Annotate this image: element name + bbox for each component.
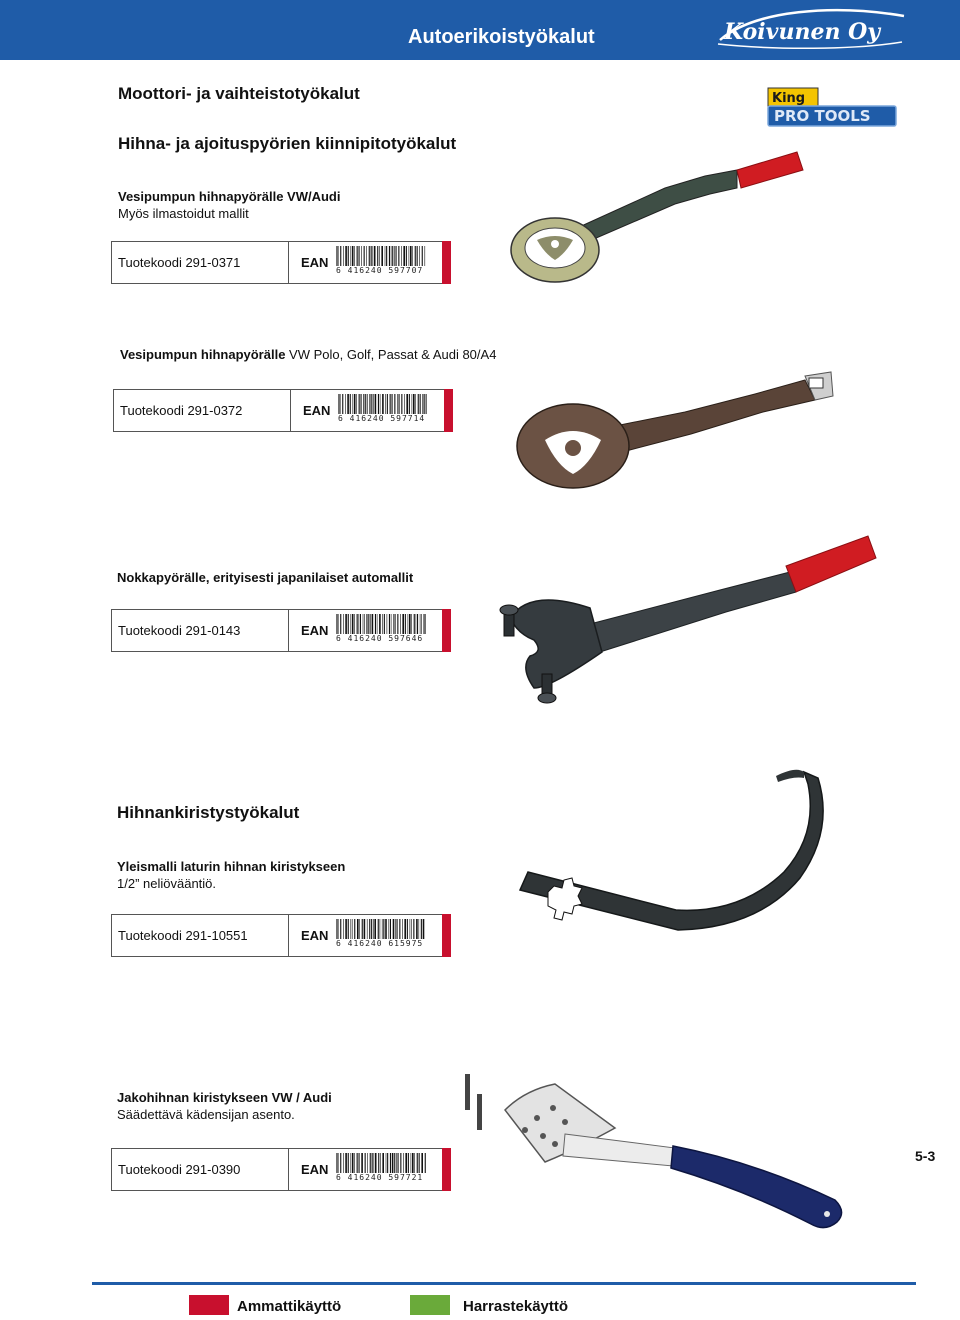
- barcode-bar: [343, 1153, 344, 1173]
- barcode-bar: [352, 919, 353, 939]
- ean-label: EAN: [301, 928, 329, 943]
- ean-label: EAN: [301, 623, 329, 638]
- legend-swatch-hobby: [410, 1295, 450, 1315]
- barcode-bar: [398, 1153, 399, 1173]
- barcode-bar: [393, 614, 394, 634]
- barcode-number: 6 416240 597721: [336, 1173, 424, 1182]
- barcode-bar: [345, 246, 347, 266]
- barcode-bar: [411, 614, 412, 634]
- barcode-bar: [397, 614, 398, 634]
- barcode-bar: [363, 614, 364, 634]
- professional-use-marker: [444, 389, 453, 432]
- barcode-bar: [411, 919, 412, 939]
- barcode-bar: [347, 394, 349, 414]
- barcode-bar: [389, 919, 390, 939]
- barcode-bar: [382, 919, 383, 939]
- product-code: Tuotekoodi 291-0371: [118, 255, 241, 270]
- barcode-bar: [370, 1153, 371, 1173]
- product-2-desc-bold: Vesipumpun hihnapyörälle: [120, 347, 286, 362]
- legend-label-hobby: Harrastekäyttö: [463, 1298, 569, 1315]
- barcode-bar: [425, 614, 426, 634]
- barcode-bar: [391, 246, 392, 266]
- divider: [288, 915, 289, 956]
- king-pro-tools-logo: [767, 86, 897, 128]
- barcode-bar: [414, 614, 415, 634]
- barcode-bar: [351, 919, 352, 939]
- barcode-bar: [338, 394, 339, 414]
- barcode-bar: [357, 919, 359, 939]
- barcode-bar: [380, 919, 381, 939]
- barcode-bar: [345, 394, 346, 414]
- barcode-bar: [407, 919, 408, 939]
- product-code: Tuotekoodi 291-10551: [118, 928, 248, 943]
- barcode-bar: [371, 394, 372, 414]
- barcode-bar: [359, 394, 360, 414]
- product-2-description: [120, 346, 496, 363]
- barcode-bar: [393, 919, 395, 939]
- barcode-bar: [409, 246, 410, 266]
- barcode-bar: [375, 614, 376, 634]
- barcode-bar: [340, 614, 341, 634]
- page-number: 5-3: [915, 1148, 936, 1164]
- barcode-bar: [420, 394, 421, 414]
- footer-divider: [92, 1282, 916, 1285]
- barcode-bar: [396, 1153, 397, 1173]
- barcode-bar: [404, 919, 406, 939]
- barcode-number: 6 416240 597646: [336, 634, 424, 643]
- barcode-bar: [394, 1153, 395, 1173]
- barcode-bar: [385, 394, 386, 414]
- barcode-bar: [337, 614, 338, 634]
- barcode-bar: [385, 919, 387, 939]
- water-pump-wrench-image-1: [505, 140, 810, 290]
- barcode-bar: [364, 919, 366, 939]
- barcode-bar: [389, 246, 390, 266]
- barcode-bar: [340, 246, 341, 266]
- barcode-bar: [403, 1153, 404, 1173]
- barcode-bar: [362, 919, 363, 939]
- barcode-bar: [389, 614, 390, 634]
- barcode-bar: [402, 919, 403, 939]
- product-1-desc-bold: Vesipumpun hihnapyörälle VW/Audi: [118, 189, 341, 204]
- barcode-bar: [404, 394, 405, 414]
- barcode-bar: [422, 394, 423, 414]
- barcode-bar: [386, 246, 387, 266]
- barcode-bar: [350, 394, 351, 414]
- barcode-bar: [353, 394, 354, 414]
- product-1-description: [118, 188, 340, 222]
- barcode-bar: [397, 919, 398, 939]
- barcode-number: 6 416240 615975: [336, 939, 424, 948]
- barcode-bar: [387, 614, 388, 634]
- barcode-bar: [359, 614, 360, 634]
- barcode-bar: [401, 246, 402, 266]
- barcode-bar: [426, 394, 427, 414]
- barcode-bar: [410, 246, 412, 266]
- barcode-bar: [363, 394, 364, 414]
- barcode-bar: [365, 394, 366, 414]
- ean-label: EAN: [303, 403, 331, 418]
- barcode-bar: [343, 246, 344, 266]
- barcode-bar: [354, 394, 356, 414]
- product-1-code-box: [111, 241, 451, 284]
- product-3-desc-bold: Nokkapyörälle, erityisesti japanilaiset automallit: [117, 570, 414, 585]
- barcode-bar: [379, 246, 380, 266]
- barcode-number: 6 416240 597714: [338, 414, 426, 423]
- timing-belt-tensioner-image: [455, 1070, 855, 1240]
- barcode-bar: [374, 1153, 375, 1173]
- product-1-desc-line2: Myös ilmastoidut mallit: [118, 206, 249, 221]
- barcode-bar: [408, 1153, 409, 1173]
- barcode-bar: [400, 1153, 401, 1173]
- barcode-bar: [405, 1153, 407, 1173]
- barcode-bar: [367, 919, 368, 939]
- section-2-title: Hihnankiristystyökalut: [117, 803, 300, 822]
- barcode-number: 6 416240 597707: [336, 266, 424, 275]
- barcode-bar: [405, 614, 406, 634]
- barcode-bar: [348, 614, 349, 634]
- barcode-bar: [380, 1153, 381, 1173]
- company-logo: [714, 6, 909, 52]
- barcode-bar: [412, 394, 413, 414]
- barcode-bar: [361, 394, 362, 414]
- barcode-bar: [416, 919, 418, 939]
- barcode-bar: [392, 1153, 394, 1173]
- barcode-bar: [375, 394, 377, 414]
- divider: [288, 1149, 289, 1190]
- barcode-bar: [345, 614, 347, 634]
- barcode-bar: [399, 919, 400, 939]
- legend-swatch-professional: [189, 1295, 229, 1315]
- barcode-bar: [412, 1153, 414, 1173]
- barcode-bar: [387, 394, 388, 414]
- barcode-bar: [419, 246, 420, 266]
- barcode-bar: [359, 919, 360, 939]
- barcode-bar: [356, 394, 357, 414]
- barcode-bar: [336, 919, 337, 939]
- barcode-bar: [367, 1153, 368, 1173]
- barcode-bar: [415, 394, 416, 414]
- barcode-bar: [419, 919, 420, 939]
- badge-protools-text: PRO TOOLS: [774, 107, 871, 125]
- legend-label-professional: Ammattikäyttö: [237, 1298, 342, 1315]
- barcode-bar: [359, 1153, 360, 1173]
- barcode-bar: [348, 919, 349, 939]
- barcode-bar: [361, 1153, 363, 1173]
- barcode-bar: [364, 246, 365, 266]
- barcode-bar: [378, 1153, 379, 1173]
- product-5-code-box: [111, 1148, 451, 1191]
- barcode-bar: [340, 919, 341, 939]
- barcode-bar: [398, 246, 399, 266]
- barcode-bar: [387, 1153, 388, 1173]
- barcode-bar: [371, 919, 372, 939]
- barcode-bar: [354, 919, 355, 939]
- barcode-bar: [372, 614, 374, 634]
- barcode-bar: [357, 246, 358, 266]
- product-code: Tuotekoodi 291-0143: [118, 623, 241, 638]
- barcode-bar: [425, 1153, 426, 1173]
- barcode-bar: [352, 614, 354, 634]
- barcode-bar: [400, 614, 401, 634]
- barcode: [336, 919, 426, 939]
- divider: [290, 390, 291, 431]
- barcode: [336, 1153, 426, 1173]
- belt-tensioner-tool-image: [508, 768, 848, 973]
- barcode-bar: [394, 246, 395, 266]
- barcode-bar: [421, 614, 422, 634]
- barcode-bar: [360, 614, 361, 634]
- barcode-bar: [336, 246, 337, 266]
- barcode-bar: [406, 394, 408, 414]
- barcode-bar: [381, 246, 383, 266]
- product-3-code-box: [111, 609, 451, 652]
- product-4-description: [117, 858, 345, 892]
- barcode-bar: [383, 919, 384, 939]
- barcode-bar: [375, 1153, 377, 1173]
- barcode-bar: [395, 919, 396, 939]
- barcode-bar: [374, 246, 376, 266]
- barcode-bar: [378, 919, 379, 939]
- barcode-bar: [425, 246, 426, 266]
- barcode-bar: [354, 246, 355, 266]
- barcode-bar: [373, 246, 374, 266]
- barcode-bar: [342, 394, 343, 414]
- barcode-bar: [408, 614, 409, 634]
- svg-text:Koivunen Oy: Koivunen Oy: [724, 19, 881, 45]
- barcode: [336, 614, 426, 634]
- barcode-bar: [413, 394, 415, 414]
- barcode: [338, 394, 428, 414]
- barcode-bar: [369, 919, 370, 939]
- barcode-bar: [409, 394, 410, 414]
- barcode-bar: [337, 1153, 338, 1173]
- barcode-bar: [390, 919, 391, 939]
- barcode-bar: [336, 614, 337, 634]
- product-5-desc-line2: Säädettävä kädensijan asento.: [117, 1107, 295, 1122]
- barcode: [336, 246, 426, 266]
- barcode-bar: [412, 246, 413, 266]
- professional-use-marker: [442, 241, 451, 284]
- badge-king-text: King: [772, 91, 806, 106]
- barcode-bar: [380, 394, 381, 414]
- barcode-bar: [377, 246, 378, 266]
- barcode-bar: [384, 614, 385, 634]
- barcode-bar: [377, 614, 378, 634]
- product-4-code-box: [111, 914, 451, 957]
- barcode-bar: [379, 614, 381, 634]
- barcode-bar: [391, 614, 392, 634]
- barcode-bar: [337, 919, 338, 939]
- barcode-bar: [340, 1153, 341, 1173]
- barcode-bar: [419, 1153, 420, 1173]
- barcode-bar: [366, 614, 367, 634]
- barcode-bar: [406, 246, 407, 266]
- barcode-bar: [399, 394, 400, 414]
- barcode-bar: [374, 919, 376, 939]
- barcode-bar: [417, 614, 418, 634]
- barcode-bar: [423, 919, 425, 939]
- barcode-bar: [390, 1153, 391, 1173]
- barcode-bar: [415, 246, 416, 266]
- barcode-bar: [343, 919, 344, 939]
- barcode-bar: [422, 246, 423, 266]
- ean-label: EAN: [301, 255, 329, 270]
- divider: [288, 242, 289, 283]
- barcode-bar: [372, 1153, 373, 1173]
- barcode-bar: [386, 1153, 387, 1173]
- barcode-bar: [348, 246, 349, 266]
- product-4-desc-bold: Yleismalli laturin hihnan kiristykseen: [117, 859, 346, 874]
- barcode-bar: [417, 246, 418, 266]
- barcode-bar: [424, 394, 425, 414]
- barcode-bar: [357, 614, 358, 634]
- professional-use-marker: [442, 609, 451, 652]
- barcode-bar: [413, 919, 414, 939]
- barcode-bar: [385, 246, 386, 266]
- product-code: Tuotekoodi 291-0390: [118, 1162, 241, 1177]
- barcode-bar: [392, 246, 393, 266]
- barcode-bar: [411, 1153, 412, 1173]
- barcode-bar: [417, 1153, 418, 1173]
- barcode-bar: [337, 246, 338, 266]
- barcode-bar: [420, 614, 421, 634]
- barcode-bar: [394, 394, 395, 414]
- barcode-bar: [361, 246, 362, 266]
- professional-use-marker: [442, 914, 451, 957]
- product-4-desc-line2: 1/2” neliövääntiö.: [117, 876, 217, 891]
- camshaft-wrench-image: [490, 528, 880, 713]
- section-title: Moottori- ja vaihteistotyökalut: [118, 84, 360, 103]
- product-5-desc-bold: Jakohihnan kiristykseen VW / Audi: [117, 1090, 332, 1105]
- barcode-bar: [339, 394, 340, 414]
- barcode-bar: [351, 246, 352, 266]
- barcode-bar: [354, 614, 355, 634]
- barcode-bar: [352, 246, 354, 266]
- barcode-bar: [395, 614, 396, 634]
- barcode-bar: [418, 394, 419, 414]
- barcode-bar: [371, 246, 372, 266]
- barcode-bar: [382, 614, 383, 634]
- barcode-bar: [348, 1153, 349, 1173]
- product-2-code-box: [113, 389, 453, 432]
- barcode-bar: [424, 614, 425, 634]
- barcode-bar: [364, 614, 365, 634]
- barcode-bar: [352, 1153, 354, 1173]
- barcode-bar: [373, 919, 374, 939]
- ean-label: EAN: [301, 1162, 329, 1177]
- barcode-bar: [368, 614, 369, 634]
- barcode-bar: [366, 246, 367, 266]
- barcode-bar: [421, 1153, 423, 1173]
- barcode-bar: [345, 919, 347, 939]
- barcode-bar: [401, 394, 402, 414]
- barcode-bar: [367, 394, 368, 414]
- barcode-bar: [351, 1153, 352, 1173]
- barcode-bar: [351, 614, 352, 634]
- barcode-bar: [345, 1153, 347, 1173]
- barcode-bar: [370, 614, 371, 634]
- product-code: Tuotekoodi 291-0372: [120, 403, 243, 418]
- professional-use-marker: [442, 1148, 451, 1191]
- barcode-bar: [409, 614, 411, 634]
- barcode-bar: [369, 246, 370, 266]
- barcode-bar: [378, 394, 379, 414]
- product-3-description: [117, 569, 413, 586]
- barcode-bar: [414, 1153, 415, 1173]
- header-title: Autoerikoistyökalut: [408, 26, 595, 48]
- water-pump-wrench-image-2: [515, 370, 835, 495]
- barcode-bar: [416, 614, 417, 634]
- product-5-description: [117, 1089, 332, 1123]
- barcode-bar: [403, 246, 405, 266]
- barcode-bar: [390, 394, 391, 414]
- barcode-bar: [421, 919, 422, 939]
- barcode-bar: [359, 246, 360, 266]
- barcode-bar: [336, 1153, 337, 1173]
- barcode-bar: [402, 614, 404, 634]
- product-2-desc-regular: VW Polo, Golf, Passat & Audi 80/A4: [285, 347, 497, 362]
- barcode-bar: [410, 919, 411, 939]
- divider: [288, 610, 289, 651]
- section-subtitle: Hihna- ja ajoituspyörien kiinnipitotyökalut: [118, 134, 457, 153]
- barcode-bar: [365, 1153, 366, 1173]
- barcode-bar: [369, 394, 370, 414]
- barcode-bar: [382, 1153, 384, 1173]
- barcode-bar: [382, 394, 384, 414]
- barcode-bar: [354, 1153, 355, 1173]
- barcode-bar: [357, 1153, 358, 1173]
- barcode-bar: [397, 394, 398, 414]
- barcode-bar: [373, 394, 374, 414]
- barcode-bar: [343, 614, 344, 634]
- barcode-bar: [392, 394, 393, 414]
- barcode-bar: [396, 246, 397, 266]
